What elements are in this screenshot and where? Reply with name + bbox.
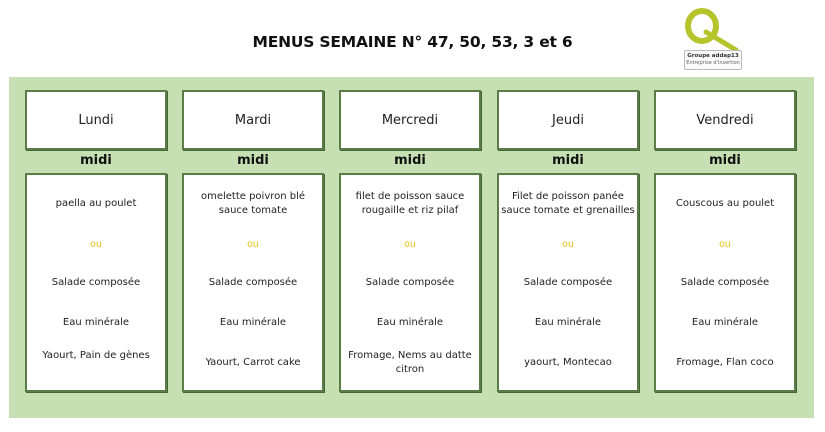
or-separator: ou xyxy=(562,239,574,250)
starter: Salade composée xyxy=(523,277,613,288)
meal-label: midi xyxy=(394,153,426,168)
main-dish: filet de poisson sauce rougaille et riz pilaf xyxy=(355,191,465,216)
day-header: Vendredi xyxy=(654,90,796,150)
page-title: MENUS SEMAINE N° 47, 50, 53, 3 et 6 xyxy=(252,33,573,51)
main-dish: Filet de poisson panée sauce tomate et grenailles xyxy=(501,191,635,216)
q-letter-logo-icon xyxy=(672,6,764,56)
or-separator: ou xyxy=(719,239,731,250)
dessert: Fromage, Nems au datte citron xyxy=(348,350,472,375)
menu-box xyxy=(654,173,796,392)
logo-label xyxy=(684,50,742,70)
day-header: Jeudi xyxy=(497,90,639,150)
meal-label: midi xyxy=(80,153,112,168)
company-logo xyxy=(672,6,764,72)
menu-box xyxy=(339,173,481,392)
or-separator: ou xyxy=(404,239,416,250)
meal-label: midi xyxy=(709,153,741,168)
main-dish: omelette poivron blé sauce tomate xyxy=(200,191,306,216)
meal-label: midi xyxy=(552,153,584,168)
drink: Eau minérale xyxy=(534,317,602,328)
day-header: Lundi xyxy=(25,90,167,150)
menu-panel xyxy=(9,77,814,418)
drink: Eau minérale xyxy=(691,317,759,328)
menu-box xyxy=(25,173,167,392)
or-separator: ou xyxy=(90,239,102,250)
day-header: Mercredi xyxy=(339,90,481,150)
main-dish: paella au poulet xyxy=(55,198,137,209)
starter: Salade composée xyxy=(680,277,770,288)
meal-label: midi xyxy=(237,153,269,168)
dessert: yaourt, Montecao xyxy=(524,357,612,368)
drink: Eau minérale xyxy=(376,317,444,328)
starter: Salade composée xyxy=(208,277,298,288)
logo-brand-line1: Groupe addap13 xyxy=(687,53,739,59)
dessert: Yaourt, Carrot cake xyxy=(205,357,301,368)
logo-brand-line2: Entreprise d'insertion xyxy=(686,60,740,66)
dessert: Yaourt, Pain de gènes xyxy=(42,350,150,361)
drink: Eau minérale xyxy=(219,317,287,328)
menu-box xyxy=(182,173,324,392)
starter: Salade composée xyxy=(51,277,141,288)
drink: Eau minérale xyxy=(62,317,130,328)
day-header: Mardi xyxy=(182,90,324,150)
dessert: Fromage, Flan coco xyxy=(676,357,774,368)
main-dish: Couscous au poulet xyxy=(675,198,775,209)
or-separator: ou xyxy=(247,239,259,250)
menu-box xyxy=(497,173,639,392)
starter: Salade composée xyxy=(365,277,455,288)
